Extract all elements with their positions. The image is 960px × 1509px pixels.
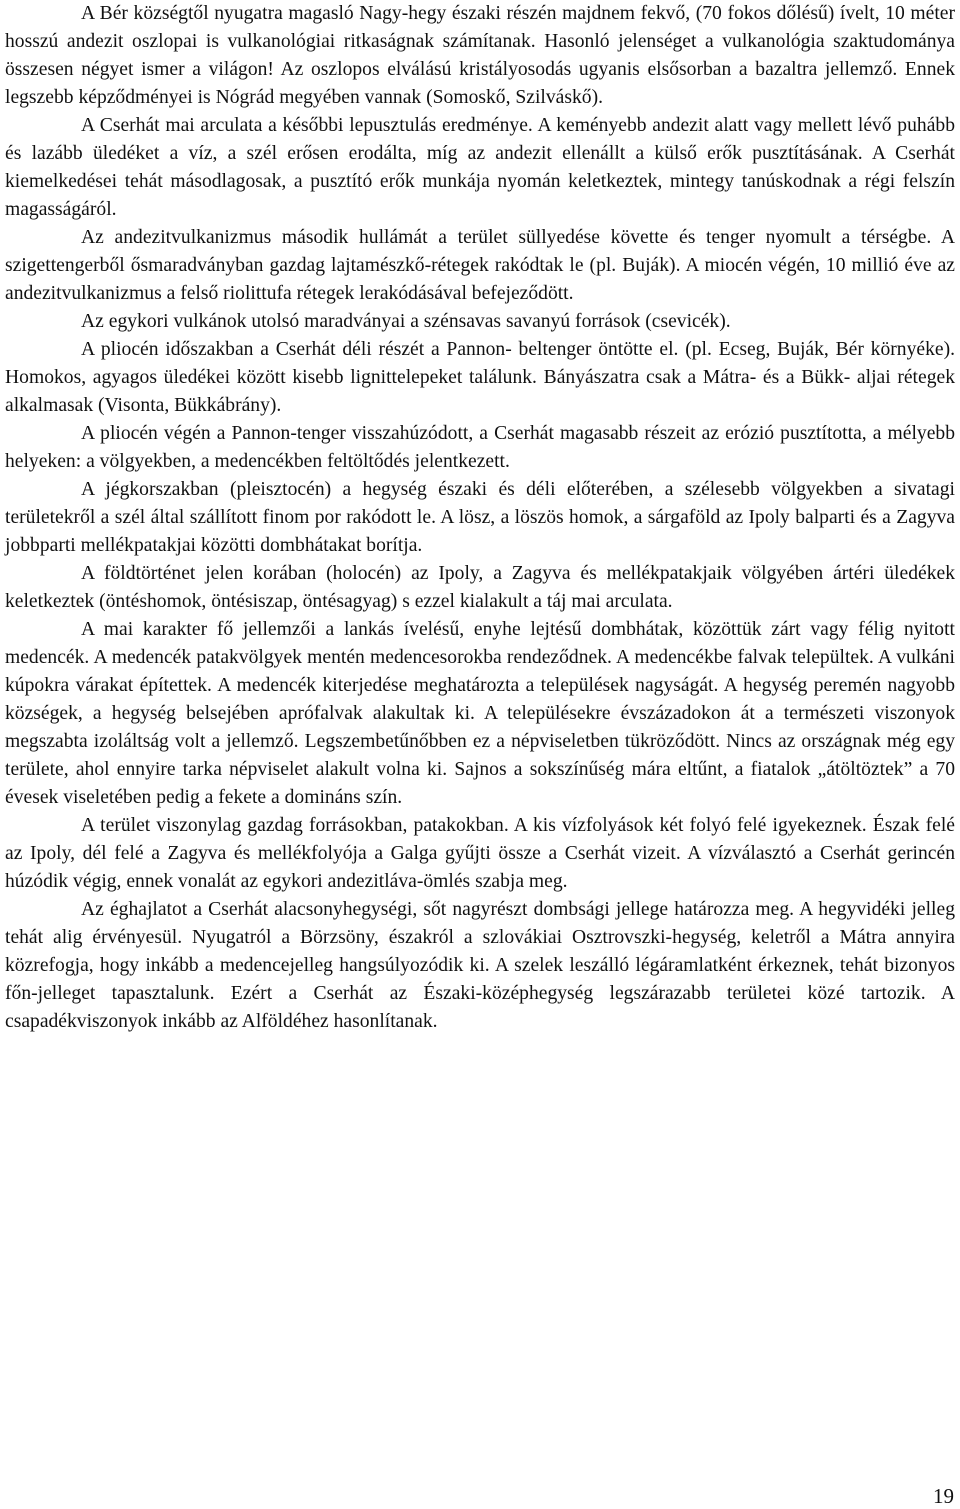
paragraph: Az éghajlatot a Cserhát alacsonyhegységi, sőt nagyrészt dombsági jellege határozza meg. A hegyvidéki jelleg tehát alig érvényesül. Nyugatról a Börzsöny, északról a szlovákiai Osztrovszki-hegység, keletről a Mátra annyira közrefogja, hogy inkább a medencejelleg hangsúlyozódik ki. A szelek leszálló légáramlatként érkeznek, tehát bizonyos főn-jelleget tapasztalunk. Ezért a Cserhát az Északi-középhegység legszárazabb területei közé tartozik. A csapadékviszonyok inkább az Alföldéhez hasonlítanak. [5,899,955,1032]
paragraph: A Bér községtől nyugatra magasló Nagy-hegy északi részén majdnem fekvő, (70 fokos dőlésű) ívelt, 10 méter hosszú andezit oszlopai is vulkanológiai ritkaságnak számítanak. Hasonló jelenséget a vulkanológia szaktudománya összesen négyet ismer a világon! Az oszlopos elválású kristályosodás ugyanis elsősorban a bazaltra jellemző. Ennek legszebb képződményei is Nógrád megyében vannak (Somoskő, Szilváskő). [5,3,955,108]
paragraph: A jégkorszakban (pleisztocén) a hegység északi és déli előterében, a szélesebb völgyekben a sivatagi területekről a szél által szállított finom por rakódott le. A lösz, a löszös homok, a sárgaföld az Ipoly balparti és a Zagyva jobbparti mellékpatakjai közötti dombhátakat borítja. [5,479,955,556]
paragraph: A terület viszonylag gazdag forrásokban, patakokban. A kis vízfolyások két folyó felé igyekeznek. Észak felé az Ipoly, dél felé a Zagyva és mellékfolyója a Galga gyűjti össze a Cserhát vizeit. A vízválasztó a Cserhát gerincén húzódik végig, ennek vonalát az egykori andezitláva-ömlés szabja meg. [5,815,955,892]
paragraph: A földtörténet jelen korában (holocén) az Ipoly, a Zagyva és mellékpatakjaik völgyében ártéri üledékek keletkeztek (öntéshomok, öntésiszap, öntésagyag) s ezzel kialakult a táj mai arculata. [5,563,955,612]
paragraph: Az egykori vulkánok utolsó maradványai a szénsavas savanyú források (csevicék). [81,311,731,332]
paragraph: A pliocén végén a Pannon-tenger visszahúzódott, a Cserhát magasabb részeit az erózió pusztította, a mélyebb helyeken: a völgyekben, a medencékben feltöltődés jelentkezett. [5,423,955,472]
page-number: 19 [933,1484,954,1508]
paragraph: A pliocén időszakban a Cserhát déli részét a Pannon- beltenger öntötte el. (pl. Ecseg, Buják, Bér környéke). Homokos, agyagos üledékei között kisebb lignittelepeket találunk. Bányászatra csak a Mátra- és a Bükk- aljai rétegek alkalmasak (Visonta, Bükkábrány). [5,339,955,416]
body-text [5,0,955,1036]
paragraph: Az andezitvulkanizmus második hullámát a terület süllyedése követte és tenger nyomult a térségbe. A szigettengerből ősmaradványban gazdag lajtamészkő-rétegek rakódtak le (pl. Buják). A miocén végén, 10 millió éve az andezitvulkanizmus a felső riolittufa rétegek lerakódásával befejeződött. [5,227,955,304]
paragraph: A mai karakter fő jellemzői a lankás ívelésű, enyhe lejtésű dombhátak, közöttük zárt vagy félig nyitott medencék. A medencék patakvölgyek mentén medencesorokba rendeződnek. A medencékbe falvak települtek. A vulkáni kúpokra várakat építettek. A medencék kiterjedése meghatározta a települések nagyságát. A hegység peremén nagyobb községek, a hegység belsejében aprófalvak alakultak ki. A településekre évszázadokon át a természeti viszonyok megszabta izoláltság volt a jellemző. Legszembetűnőbben ez a népviseletben tükröződött. Nincs az országnak még egy területe, ahol ennyire tarka népviselet alakult volna ki. Sajnos a sokszínűség mára eltűnt, a fiatalok „átöltöztek” a 70 évesek viseletében pedig a fekete a domináns szín. [5,619,955,808]
document-page [5,0,955,1036]
paragraph: A Cserhát mai arculata a későbbi lepusztulás eredménye. A keményebb andezit alatt vagy mellett lévő puhább és lazább üledéket a víz, a szél erősen erodálta, míg az andezit ellenállt a külső erők pusztításának. A Cserhát kiemelkedései tehát másodlagosak, a pusztító erők munkája nyomán keletkeztek, mintegy tanúskodnak a régi felszín magasságáról. [5,115,955,220]
